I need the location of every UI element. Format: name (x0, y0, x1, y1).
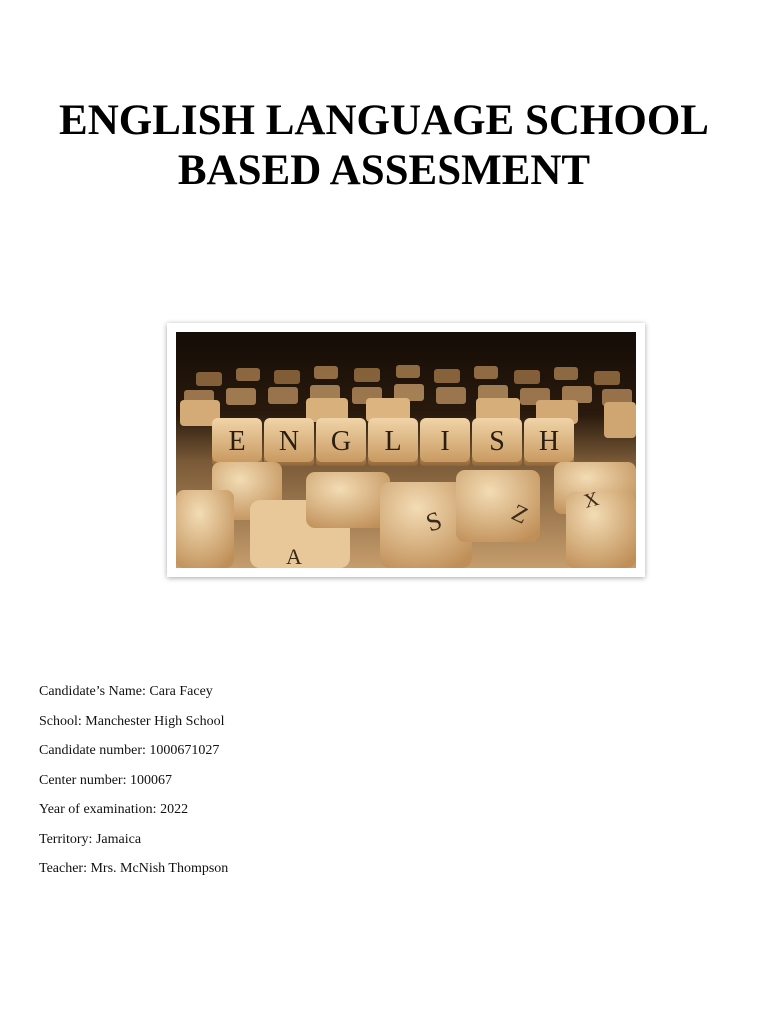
svg-text:A: A (286, 544, 302, 568)
svg-text:S: S (422, 505, 446, 538)
english-word-blocks (212, 418, 574, 466)
letter-block-text: E (228, 426, 246, 457)
svg-text:X: X (581, 487, 602, 513)
territory-label: Territory: (39, 831, 93, 847)
candidate-number-value: 1000671027 (149, 743, 220, 758)
candidate-number-label: Candidate number: (39, 743, 146, 758)
letter-block-text: L (384, 426, 402, 457)
exam-year-value: 2022 (160, 802, 189, 817)
letter-block-text: H (538, 426, 560, 457)
title-line-1: ENGLISH LANGUAGE SCHOOL (59, 97, 709, 144)
candidate-name-row (39, 677, 228, 707)
svg-text:Z: Z (507, 499, 532, 530)
teacher-value: Mrs. McNish Thompson (90, 861, 229, 876)
candidate-name-value: Cara Facey (149, 684, 213, 699)
candidate-name-label: Candidate’s Name: (39, 684, 146, 699)
cover-photo (167, 323, 645, 577)
document-title (0, 96, 768, 196)
teacher-row (39, 854, 228, 884)
center-number-row (39, 766, 228, 796)
letter-block-text: I (440, 426, 450, 457)
exam-year-row (39, 795, 228, 825)
title-line-2: BASED ASSESMENT (177, 147, 591, 194)
territory-row (39, 825, 228, 855)
exam-year-label: Year of examination: (39, 802, 157, 817)
candidate-number-row (39, 736, 228, 766)
territory-value: Jamaica (95, 831, 142, 847)
school-value: Manchester High School (85, 713, 225, 729)
letter-block-text: S (489, 426, 505, 457)
letter-block-text: N (278, 426, 300, 457)
letter-block-text: G (330, 426, 352, 457)
center-number-value: 100067 (129, 772, 172, 788)
center-number-label: Center number: (39, 772, 127, 788)
teacher-label: Teacher: (39, 861, 87, 876)
school-label: School: (39, 713, 82, 729)
wooden-letter-blocks-image (176, 332, 636, 568)
candidate-details (39, 677, 228, 884)
school-row (39, 707, 228, 737)
